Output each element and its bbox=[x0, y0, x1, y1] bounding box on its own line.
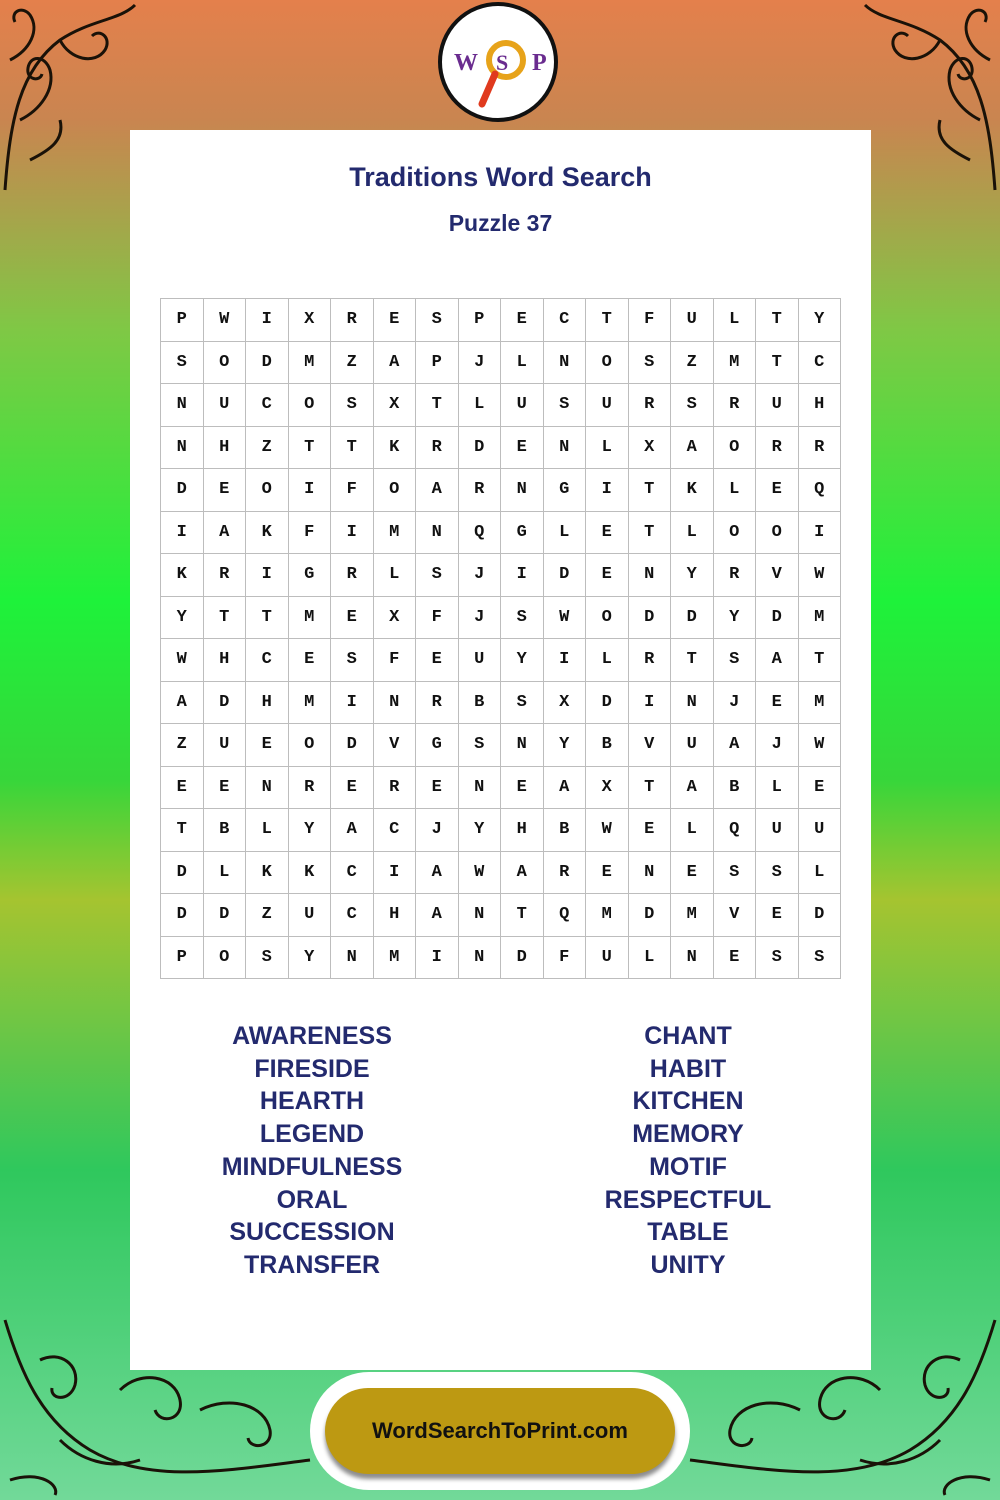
grid-cell[interactable]: Y bbox=[501, 639, 544, 682]
grid-cell[interactable]: R bbox=[714, 554, 757, 597]
grid-cell[interactable]: Y bbox=[714, 597, 757, 640]
grid-cell[interactable]: S bbox=[671, 384, 714, 427]
grid-cell[interactable]: M bbox=[586, 894, 629, 937]
grid-cell[interactable]: G bbox=[289, 554, 332, 597]
grid-cell[interactable]: E bbox=[756, 894, 799, 937]
grid-cell[interactable]: C bbox=[331, 852, 374, 895]
grid-cell[interactable]: B bbox=[204, 809, 247, 852]
grid-cell[interactable]: L bbox=[204, 852, 247, 895]
grid-cell[interactable]: E bbox=[289, 639, 332, 682]
word-item: TRANSFER bbox=[243, 1250, 381, 1279]
grid-cell[interactable]: E bbox=[416, 639, 459, 682]
grid-cell[interactable]: D bbox=[161, 894, 204, 937]
grid-cell[interactable]: Z bbox=[246, 894, 289, 937]
grid-cell[interactable]: L bbox=[246, 809, 289, 852]
grid-cell[interactable]: E bbox=[331, 597, 374, 640]
word-item: FIRESIDE bbox=[254, 1054, 370, 1083]
grid-cell[interactable]: L bbox=[671, 809, 714, 852]
grid-cell[interactable]: E bbox=[204, 767, 247, 810]
grid-cell[interactable]: A bbox=[331, 809, 374, 852]
grid-cell[interactable]: L bbox=[714, 299, 757, 342]
grid-cell[interactable]: A bbox=[416, 469, 459, 512]
grid-cell[interactable]: S bbox=[459, 724, 502, 767]
grid-cell[interactable]: U bbox=[799, 809, 842, 852]
grid-cell[interactable]: L bbox=[586, 639, 629, 682]
grid-cell[interactable]: R bbox=[331, 299, 374, 342]
grid-cell[interactable]: A bbox=[671, 427, 714, 470]
grid-cell[interactable]: S bbox=[714, 639, 757, 682]
word-item: LEGEND bbox=[259, 1120, 365, 1149]
grid-cell[interactable]: Z bbox=[671, 342, 714, 385]
grid-cell[interactable]: R bbox=[714, 384, 757, 427]
grid-cell[interactable]: P bbox=[459, 299, 502, 342]
grid-cell[interactable]: A bbox=[756, 639, 799, 682]
grid-cell[interactable]: X bbox=[289, 299, 332, 342]
word-item: HABIT bbox=[649, 1054, 727, 1083]
grid-cell[interactable]: L bbox=[374, 554, 417, 597]
grid-cell[interactable]: T bbox=[629, 512, 672, 555]
grid-cell[interactable]: A bbox=[416, 852, 459, 895]
grid-cell[interactable]: R bbox=[459, 469, 502, 512]
grid-cell[interactable]: N bbox=[501, 469, 544, 512]
grid-cell[interactable]: V bbox=[714, 894, 757, 937]
grid-cell[interactable]: F bbox=[374, 639, 417, 682]
grid-cell[interactable]: T bbox=[799, 639, 842, 682]
grid-cell[interactable]: G bbox=[544, 469, 587, 512]
grid-cell[interactable]: W bbox=[799, 554, 842, 597]
grid-cell[interactable]: R bbox=[756, 427, 799, 470]
grid-cell[interactable]: T bbox=[331, 427, 374, 470]
logo-letter-w: W bbox=[454, 50, 478, 76]
grid-cell[interactable]: J bbox=[714, 682, 757, 725]
grid-cell[interactable]: I bbox=[161, 512, 204, 555]
grid-cell[interactable]: U bbox=[459, 639, 502, 682]
grid-cell[interactable]: A bbox=[161, 682, 204, 725]
grid-cell[interactable]: K bbox=[246, 512, 289, 555]
grid-cell[interactable]: N bbox=[331, 937, 374, 980]
grid-cell[interactable]: O bbox=[289, 384, 332, 427]
grid-cell[interactable]: Y bbox=[289, 809, 332, 852]
grid-cell[interactable]: R bbox=[629, 639, 672, 682]
grid-cell[interactable]: S bbox=[629, 342, 672, 385]
grid-cell[interactable]: Q bbox=[544, 894, 587, 937]
grid-cell[interactable]: E bbox=[756, 469, 799, 512]
grid-cell[interactable]: S bbox=[161, 342, 204, 385]
grid-cell[interactable]: N bbox=[374, 682, 417, 725]
word-list-left bbox=[162, 1020, 462, 1282]
grid-cell[interactable]: Y bbox=[671, 554, 714, 597]
grid-cell[interactable]: D bbox=[799, 894, 842, 937]
grid-cell[interactable]: E bbox=[586, 512, 629, 555]
grid-cell[interactable]: J bbox=[459, 554, 502, 597]
grid-cell[interactable]: E bbox=[501, 767, 544, 810]
grid-cell[interactable]: M bbox=[799, 682, 842, 725]
grid-cell[interactable]: O bbox=[246, 469, 289, 512]
grid-cell[interactable]: S bbox=[416, 299, 459, 342]
grid-cell[interactable]: Y bbox=[799, 299, 842, 342]
grid-cell[interactable]: T bbox=[289, 427, 332, 470]
grid-cell[interactable]: I bbox=[289, 469, 332, 512]
grid-cell[interactable]: W bbox=[586, 809, 629, 852]
word-item: MEMORY bbox=[632, 1120, 744, 1149]
grid-cell[interactable]: O bbox=[289, 724, 332, 767]
grid-cell[interactable]: R bbox=[331, 554, 374, 597]
grid-cell[interactable]: J bbox=[416, 809, 459, 852]
grid-cell[interactable]: A bbox=[714, 724, 757, 767]
grid-cell[interactable]: F bbox=[289, 512, 332, 555]
grid-cell[interactable]: E bbox=[161, 767, 204, 810]
grid-cell[interactable]: O bbox=[586, 597, 629, 640]
puzzle-panel bbox=[130, 130, 871, 1370]
grid-cell[interactable]: E bbox=[586, 554, 629, 597]
grid-cell[interactable]: M bbox=[374, 937, 417, 980]
grid-cell[interactable]: R bbox=[416, 427, 459, 470]
grid-cell[interactable]: M bbox=[799, 597, 842, 640]
grid-cell[interactable]: E bbox=[416, 767, 459, 810]
grid-cell[interactable]: I bbox=[246, 299, 289, 342]
corner-ornament-top-left bbox=[0, 0, 140, 200]
grid-cell[interactable]: N bbox=[459, 767, 502, 810]
grid-cell[interactable]: T bbox=[629, 469, 672, 512]
grid-cell[interactable]: H bbox=[799, 384, 842, 427]
grid-cell[interactable]: D bbox=[671, 597, 714, 640]
corner-ornament-top-right bbox=[860, 0, 1000, 200]
grid-cell[interactable]: P bbox=[161, 299, 204, 342]
website-button[interactable]: WordSearchToPrint.com bbox=[325, 1388, 675, 1474]
grid-cell[interactable]: Q bbox=[799, 469, 842, 512]
grid-cell[interactable]: H bbox=[246, 682, 289, 725]
grid-cell[interactable]: U bbox=[204, 724, 247, 767]
grid-cell[interactable]: L bbox=[799, 852, 842, 895]
grid-cell[interactable]: N bbox=[161, 384, 204, 427]
grid-cell[interactable]: S bbox=[714, 852, 757, 895]
grid-cell[interactable]: N bbox=[544, 342, 587, 385]
grid-cell[interactable]: Y bbox=[289, 937, 332, 980]
grid-cell[interactable]: S bbox=[501, 682, 544, 725]
word-item: MOTIF bbox=[649, 1152, 727, 1181]
grid-cell[interactable]: Q bbox=[459, 512, 502, 555]
grid-cell[interactable]: D bbox=[246, 342, 289, 385]
grid-cell[interactable]: K bbox=[289, 852, 332, 895]
grid-cell[interactable]: X bbox=[586, 767, 629, 810]
grid-cell[interactable]: W bbox=[161, 639, 204, 682]
grid-cell[interactable]: H bbox=[204, 427, 247, 470]
grid-cell[interactable]: O bbox=[756, 512, 799, 555]
logo-letter-p: P bbox=[532, 50, 547, 76]
grid-cell[interactable]: W bbox=[204, 299, 247, 342]
grid-cell[interactable]: I bbox=[416, 937, 459, 980]
word-item: SUCCESSION bbox=[229, 1218, 395, 1247]
grid-cell[interactable]: I bbox=[544, 639, 587, 682]
grid-cell[interactable]: C bbox=[799, 342, 842, 385]
grid-cell[interactable]: P bbox=[161, 937, 204, 980]
grid-cell[interactable]: X bbox=[629, 427, 672, 470]
grid-cell[interactable]: A bbox=[416, 894, 459, 937]
grid-cell[interactable]: B bbox=[714, 767, 757, 810]
grid-cell[interactable]: E bbox=[204, 469, 247, 512]
grid-cell[interactable]: M bbox=[289, 342, 332, 385]
word-item: MINDFULNESS bbox=[221, 1152, 403, 1181]
grid-cell[interactable]: O bbox=[204, 342, 247, 385]
grid-cell[interactable]: T bbox=[161, 809, 204, 852]
word-item: HEARTH bbox=[259, 1087, 365, 1116]
grid-cell[interactable]: B bbox=[459, 682, 502, 725]
grid-cell[interactable]: M bbox=[671, 894, 714, 937]
grid-cell[interactable]: R bbox=[799, 427, 842, 470]
grid-cell[interactable]: W bbox=[544, 597, 587, 640]
grid-cell[interactable]: N bbox=[459, 894, 502, 937]
grid-cell[interactable]: D bbox=[204, 894, 247, 937]
grid-cell[interactable]: Q bbox=[714, 809, 757, 852]
grid-cell[interactable]: N bbox=[671, 937, 714, 980]
grid-cell[interactable]: C bbox=[374, 809, 417, 852]
grid-cell[interactable]: R bbox=[374, 767, 417, 810]
grid-cell[interactable]: L bbox=[586, 427, 629, 470]
grid-cell[interactable]: N bbox=[629, 852, 672, 895]
grid-cell[interactable]: E bbox=[799, 767, 842, 810]
grid-cell[interactable]: U bbox=[756, 809, 799, 852]
letter-grid bbox=[160, 298, 841, 979]
grid-cell[interactable]: O bbox=[204, 937, 247, 980]
grid-cell[interactable]: V bbox=[629, 724, 672, 767]
word-item: RESPECTFUL bbox=[604, 1185, 772, 1214]
grid-cell[interactable]: P bbox=[416, 342, 459, 385]
grid-cell[interactable]: T bbox=[586, 299, 629, 342]
grid-cell[interactable]: W bbox=[799, 724, 842, 767]
grid-cell[interactable]: T bbox=[756, 299, 799, 342]
grid-cell[interactable]: E bbox=[246, 724, 289, 767]
grid-cell[interactable]: S bbox=[799, 937, 842, 980]
grid-cell[interactable]: J bbox=[459, 342, 502, 385]
grid-cell[interactable]: L bbox=[629, 937, 672, 980]
grid-cell[interactable]: X bbox=[374, 384, 417, 427]
grid-cell[interactable]: H bbox=[204, 639, 247, 682]
grid-cell[interactable]: F bbox=[629, 299, 672, 342]
grid-cell[interactable]: T bbox=[204, 597, 247, 640]
grid-cell[interactable]: H bbox=[374, 894, 417, 937]
grid-cell[interactable]: T bbox=[246, 597, 289, 640]
grid-cell[interactable]: V bbox=[374, 724, 417, 767]
grid-cell[interactable]: T bbox=[756, 342, 799, 385]
grid-cell[interactable]: D bbox=[501, 937, 544, 980]
grid-cell[interactable]: K bbox=[671, 469, 714, 512]
grid-cell[interactable]: E bbox=[501, 299, 544, 342]
grid-cell[interactable]: D bbox=[544, 554, 587, 597]
grid-cell[interactable]: H bbox=[501, 809, 544, 852]
grid-cell[interactable]: I bbox=[586, 469, 629, 512]
grid-cell[interactable]: D bbox=[586, 682, 629, 725]
grid-cell[interactable]: W bbox=[459, 852, 502, 895]
grid-cell[interactable]: E bbox=[331, 767, 374, 810]
grid-cell[interactable]: D bbox=[161, 852, 204, 895]
grid-cell[interactable]: Z bbox=[161, 724, 204, 767]
grid-cell[interactable]: L bbox=[544, 512, 587, 555]
grid-cell[interactable]: U bbox=[586, 384, 629, 427]
grid-cell[interactable]: S bbox=[501, 597, 544, 640]
grid-cell[interactable]: S bbox=[331, 384, 374, 427]
grid-cell[interactable]: L bbox=[756, 767, 799, 810]
grid-cell[interactable]: U bbox=[501, 384, 544, 427]
grid-cell[interactable]: I bbox=[501, 554, 544, 597]
word-list-right bbox=[538, 1020, 838, 1282]
grid-cell[interactable]: S bbox=[246, 937, 289, 980]
word-item: TABLE bbox=[647, 1218, 729, 1247]
grid-cell[interactable]: D bbox=[756, 597, 799, 640]
grid-cell[interactable]: O bbox=[714, 512, 757, 555]
grid-cell[interactable]: A bbox=[544, 767, 587, 810]
grid-cell[interactable]: M bbox=[289, 682, 332, 725]
grid-cell[interactable]: D bbox=[204, 682, 247, 725]
grid-cell[interactable]: L bbox=[714, 469, 757, 512]
grid-cell[interactable]: E bbox=[501, 427, 544, 470]
grid-cell[interactable]: J bbox=[459, 597, 502, 640]
grid-cell[interactable]: F bbox=[416, 597, 459, 640]
grid-cell[interactable]: I bbox=[799, 512, 842, 555]
grid-cell[interactable]: Y bbox=[544, 724, 587, 767]
grid-cell[interactable]: L bbox=[671, 512, 714, 555]
grid-cell[interactable]: C bbox=[331, 894, 374, 937]
grid-cell[interactable]: C bbox=[544, 299, 587, 342]
grid-cell[interactable]: D bbox=[629, 597, 672, 640]
grid-cell[interactable]: D bbox=[161, 469, 204, 512]
grid-cell[interactable]: K bbox=[161, 554, 204, 597]
grid-cell[interactable]: U bbox=[586, 937, 629, 980]
grid-cell[interactable]: T bbox=[416, 384, 459, 427]
page-title: Traditions Word Search bbox=[349, 162, 652, 192]
grid-cell[interactable]: I bbox=[374, 852, 417, 895]
grid-cell[interactable]: Y bbox=[161, 597, 204, 640]
grid-cell[interactable]: N bbox=[459, 937, 502, 980]
grid-cell[interactable]: E bbox=[756, 682, 799, 725]
grid-cell[interactable]: A bbox=[374, 342, 417, 385]
grid-cell[interactable]: F bbox=[331, 469, 374, 512]
grid-cell[interactable]: E bbox=[586, 852, 629, 895]
grid-cell[interactable]: I bbox=[629, 682, 672, 725]
grid-cell[interactable]: O bbox=[374, 469, 417, 512]
grid-cell[interactable]: N bbox=[544, 427, 587, 470]
grid-cell[interactable]: B bbox=[544, 809, 587, 852]
puzzle-number: Puzzle 37 bbox=[448, 210, 553, 236]
wsp-logo[interactable] bbox=[438, 2, 558, 122]
grid-cell[interactable]: B bbox=[586, 724, 629, 767]
grid-cell[interactable]: S bbox=[544, 384, 587, 427]
grid-cell[interactable]: F bbox=[544, 937, 587, 980]
grid-cell[interactable]: D bbox=[459, 427, 502, 470]
grid-cell[interactable]: N bbox=[501, 724, 544, 767]
grid-cell[interactable]: E bbox=[629, 809, 672, 852]
word-item: KITCHEN bbox=[632, 1087, 744, 1116]
grid-cell[interactable]: S bbox=[756, 852, 799, 895]
grid-cell[interactable]: S bbox=[416, 554, 459, 597]
grid-cell[interactable]: R bbox=[629, 384, 672, 427]
grid-cell[interactable]: U bbox=[756, 384, 799, 427]
grid-cell[interactable]: V bbox=[756, 554, 799, 597]
grid-cell[interactable]: M bbox=[374, 512, 417, 555]
grid-cell[interactable]: L bbox=[501, 342, 544, 385]
grid-cell[interactable]: I bbox=[331, 512, 374, 555]
word-item: CHANT bbox=[644, 1022, 732, 1050]
grid-cell[interactable]: S bbox=[756, 937, 799, 980]
grid-cell[interactable]: C bbox=[246, 639, 289, 682]
grid-cell[interactable]: N bbox=[246, 767, 289, 810]
grid-cell[interactable]: X bbox=[374, 597, 417, 640]
grid-cell[interactable]: O bbox=[586, 342, 629, 385]
grid-cell[interactable]: I bbox=[246, 554, 289, 597]
grid-cell[interactable]: K bbox=[374, 427, 417, 470]
grid-cell[interactable]: Y bbox=[459, 809, 502, 852]
grid-cell[interactable]: X bbox=[544, 682, 587, 725]
grid-cell[interactable]: E bbox=[374, 299, 417, 342]
grid-cell[interactable]: M bbox=[714, 342, 757, 385]
grid-cell[interactable]: I bbox=[331, 682, 374, 725]
grid-cell[interactable]: N bbox=[629, 554, 672, 597]
grid-cell[interactable]: R bbox=[416, 682, 459, 725]
grid-cell[interactable]: J bbox=[756, 724, 799, 767]
logo-letter-s: S bbox=[496, 50, 509, 75]
grid-cell[interactable]: C bbox=[246, 384, 289, 427]
grid-cell[interactable]: Z bbox=[246, 427, 289, 470]
grid-cell[interactable]: G bbox=[501, 512, 544, 555]
grid-cell[interactable]: M bbox=[289, 597, 332, 640]
grid-cell[interactable]: N bbox=[416, 512, 459, 555]
grid-cell[interactable]: O bbox=[714, 427, 757, 470]
grid-cell[interactable]: T bbox=[629, 767, 672, 810]
grid-cell[interactable]: U bbox=[671, 299, 714, 342]
word-item: UNITY bbox=[650, 1250, 726, 1279]
grid-cell[interactable]: A bbox=[671, 767, 714, 810]
grid-cell[interactable]: E bbox=[714, 937, 757, 980]
grid-cell[interactable]: T bbox=[671, 639, 714, 682]
word-item: ORAL bbox=[276, 1185, 348, 1214]
grid-cell[interactable]: Z bbox=[331, 342, 374, 385]
word-item: AWARENESS bbox=[232, 1022, 392, 1050]
grid-cell[interactable]: R bbox=[544, 852, 587, 895]
grid-cell[interactable]: N bbox=[671, 682, 714, 725]
grid-cell[interactable]: N bbox=[161, 427, 204, 470]
grid-cell[interactable]: R bbox=[204, 554, 247, 597]
grid-cell[interactable]: U bbox=[671, 724, 714, 767]
grid-cell[interactable]: A bbox=[204, 512, 247, 555]
grid-cell[interactable]: D bbox=[331, 724, 374, 767]
grid-cell[interactable]: G bbox=[416, 724, 459, 767]
grid-cell[interactable]: D bbox=[629, 894, 672, 937]
grid-cell[interactable]: E bbox=[671, 852, 714, 895]
grid-cell[interactable]: K bbox=[246, 852, 289, 895]
grid-cell[interactable]: R bbox=[289, 767, 332, 810]
grid-cell[interactable]: A bbox=[501, 852, 544, 895]
grid-cell[interactable]: U bbox=[204, 384, 247, 427]
grid-cell[interactable]: L bbox=[459, 384, 502, 427]
grid-cell[interactable]: U bbox=[289, 894, 332, 937]
grid-cell[interactable]: T bbox=[501, 894, 544, 937]
grid-cell[interactable]: S bbox=[331, 639, 374, 682]
